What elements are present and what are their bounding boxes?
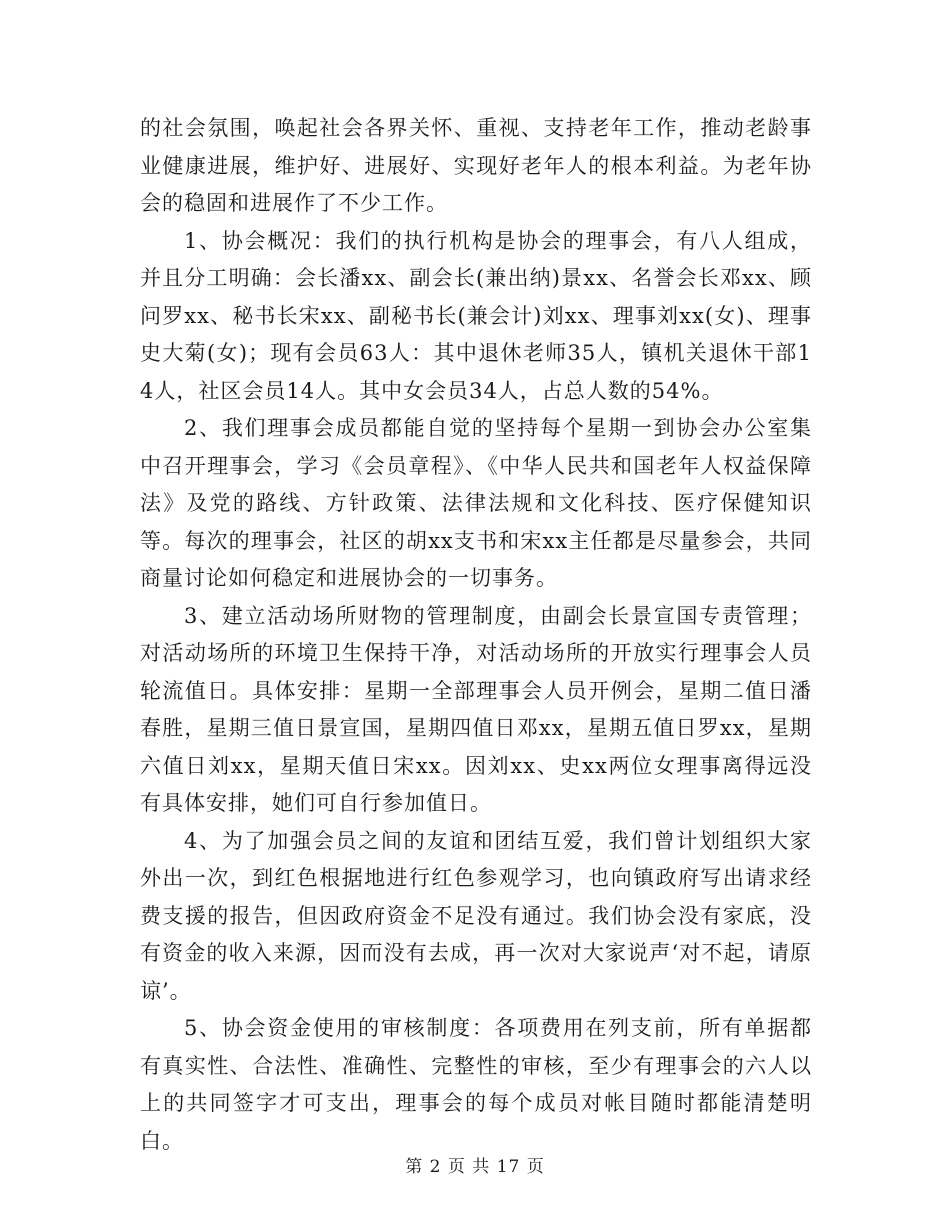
paragraph-association-overview: 1、协会概况：我们的执行机构是协会的理事会，有八人组成，并且分工明确：会长潘xx、副会长(兼出纳)景xx、名誉会长邓xx、顾问罗xx、秘书长宋xx、副秘书长(兼会计)刘xx、理事刘xx(女)、理事史大菊(女)；现有会员63人：其中退休老师35人，镇机关退休干部14人，社区会员14人。其中女会员34人，占总人数的54%。 bbox=[140, 228, 812, 403]
paragraph-fund-audit: 5、协会资金使用的审核制度：各项费用在列支前，所有单据都有真实性、合法性、准确性、完整性的审核，至少有理事会的六人以上的共同签字才可支出，理事会的每个成员对帐目随时都能清楚明白。 bbox=[140, 1016, 812, 1153]
paragraph-continuation: 的社会氛围，唤起社会各界关怀、重视、支持老年工作，推动老龄事业健康进展，维护好、进展好、实现好老年人的根本利益。为老年协会的稳固和进展作了不少工作。 bbox=[140, 116, 812, 215]
paragraph-member-outing: 4、为了加强会员之间的友谊和团结互爱，我们曾计划组织大家外出一次，到红色根据地进行红色参观学习，也向镇政府写出请求经费支援的报告，但因政府资金不足没有通过。我们协会没有家底，没有资金的收入来源，因而没有去成，再一次对大家说声‘对不起，请原谅’。 bbox=[140, 828, 812, 1003]
paragraph-venue-management: 3、建立活动场所财物的管理制度，由副会长景宣国专责管理；对活动场所的环境卫生保持干净，对活动场所的开放实行理事会人员轮流值日。具体安排：星期一全部理事会人员开例会，星期二值日潘春胜，星期三值日景宣国，星期四值日邓xx，星期五值日罗xx，星期六值日刘xx，星期天值日宋xx。因刘xx、史xx两位女理事离得远没有具体安排，她们可自行参加值日。 bbox=[140, 603, 812, 815]
paragraph-council-meetings: 2、我们理事会成员都能自觉的坚持每个星期一到协会办公室集中召开理事会，学习《会员章程》、《中华人民共和国老年人权益保障法》及党的路线、方针政策、法律法规和文化科技、医疗保健知识等。每次的理事会，社区的胡xx支书和宋xx主任都是尽量参会，共同商量讨论如何稳定和进展协会的一切事务。 bbox=[140, 416, 812, 590]
page-number-footer: 第 2 页 共 17 页 bbox=[405, 1157, 545, 1177]
document-body bbox=[140, 110, 812, 1160]
